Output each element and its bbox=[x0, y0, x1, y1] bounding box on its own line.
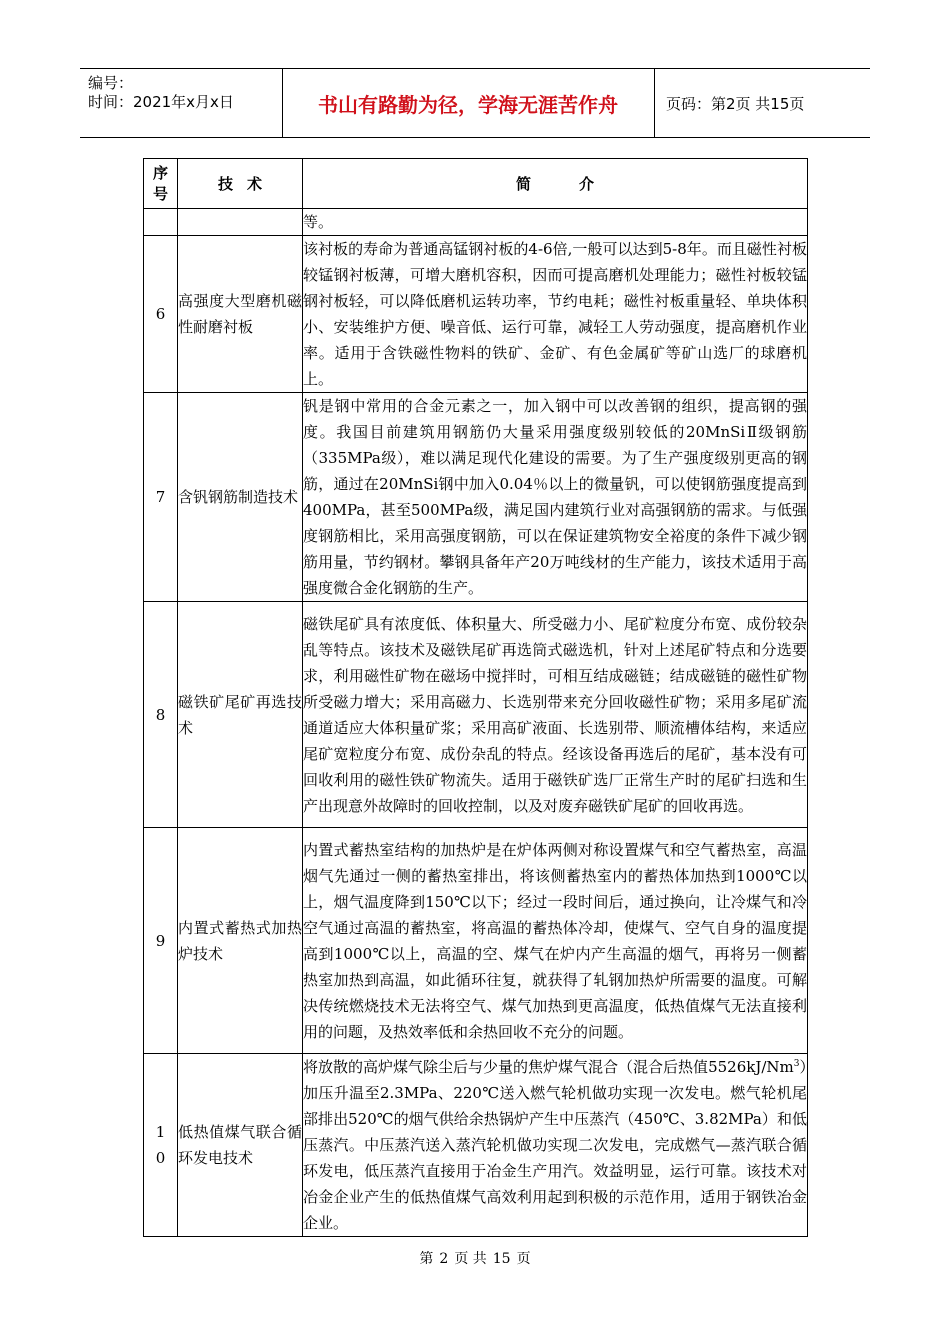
row-no-cell: 7 bbox=[144, 393, 178, 602]
table-row bbox=[144, 393, 808, 602]
footer-mid: 页 共 bbox=[454, 1251, 487, 1267]
header-meta bbox=[80, 69, 283, 137]
row-tech-cell: 磁铁矿尾矿再选技术 bbox=[178, 602, 303, 828]
table-row bbox=[144, 209, 808, 236]
header-no: 序 号 bbox=[144, 159, 178, 209]
row-desc-cell: 内置式蓄热室结构的加热炉是在炉体两侧对称设置煤气和空气蓄热室，高温烟气先通过一侧的蓄热室排出，将该侧蓄热室内的蓄热体加热到1000℃以上，烟气温度降到150℃以下；经过一段时间后，通过换向，让冷煤气和冷空气通过高温的蓄热室，将高温的蓄热体冷却，使煤气、空气自身的温度提高到1000℃以上，高温的空、煤气在炉内产生高温的烟气，再将另一侧蓄热室加热到高温，如此循环往复，就获得了轧钢加热炉所需要的温度。可解决传统燃烧技术无法将空气、煤气加热到更高温度，低热值煤气无法直接利用的问题，及热效率低和余热回收不充分的问题。 bbox=[303, 828, 808, 1054]
footer-page: 2 bbox=[439, 1251, 449, 1267]
header-tech: 技术 bbox=[178, 159, 303, 209]
row-no-cell: 9 bbox=[144, 828, 178, 1054]
row-no-cell: 6 bbox=[144, 236, 178, 393]
row-tech-cell: 低热值煤气联合循环发电技术 bbox=[178, 1054, 303, 1237]
row-desc-cell: 等。 bbox=[303, 209, 808, 236]
page-footer bbox=[0, 1248, 950, 1268]
technology-table bbox=[143, 158, 808, 1237]
row-no-cell bbox=[144, 209, 178, 236]
row-no-cell: 1 0 bbox=[144, 1054, 178, 1237]
table-row bbox=[144, 1054, 808, 1237]
header-desc: 简介 bbox=[303, 159, 808, 209]
page-header bbox=[80, 68, 870, 138]
row-desc-cell: 磁铁尾矿具有浓度低、体积量大、所受磁力小、尾矿粒度分布宽、成份较杂乱等特点。该技术及磁铁尾矿再选筒式磁选机，针对上述尾矿特点和分选要求，利用磁性矿物在磁场中搅拌时，可相互结成磁链；结成磁链的磁性矿物所受磁力增大；采用高磁力、长选别带来充分回收磁性矿物；采用多尾矿流通道适应大体积量矿浆；采用高矿液面、长选别带、顺流槽体结构，来适应尾矿宽粒度分布宽、成份杂乱的特点。经该设备再选后的尾矿，基本没有可回收利用的磁性铁矿物流失。适用于磁铁矿选厂正常生产时的尾矿扫选和生产出现意外故障时的回收控制，以及对废弃磁铁矿尾矿的回收再选。 bbox=[303, 602, 808, 828]
code-label: 编号： bbox=[88, 74, 134, 92]
row-tech-cell bbox=[178, 209, 303, 236]
table-header-row bbox=[144, 159, 808, 209]
motto: 书山有路勤为径，学海无涯苦作舟 bbox=[282, 69, 655, 137]
row-tech-cell: 内置式蓄热式加热炉技术 bbox=[178, 828, 303, 1054]
footer-total: 15 bbox=[492, 1251, 511, 1267]
row-desc-cell: 该衬板的寿命为普通高锰钢衬板的4-6倍,一般可以达到5-8年。而且磁性衬板较锰钢衬板薄，可增大磨机容积，因而可提高磨机处理能力；磁性衬板较锰钢衬板轻，可以降低磨机运转功率，节约电耗；磁性衬板重量轻、单块体积小、安装维护方便、噪音低、运行可靠，减轻工人劳动强度，提高磨机作业率。适用于含铁磁性物料的铁矿、金矿、有色金属矿等矿山选厂的球磨机上。 bbox=[303, 236, 808, 393]
date-label: 时间：2021年x月x日 bbox=[88, 93, 234, 111]
row-no-cell: 8 bbox=[144, 602, 178, 828]
row-desc-cell: 将放散的高炉煤气除尘后与少量的焦炉煤气混合（混合后热值5526kJ/Nm$^3$）加压升温至2.3MPa、220℃送入燃气轮机做功实现一次发电。燃气轮机尾部排出520℃的烟气供给余热锅炉产生中压蒸汽（450℃、3.82MPa）和低压蒸汽。中压蒸汽送入蒸汽轮机做功实现二次发电，完成燃气—蒸汽联合循环发电，低压蒸汽直接用于冶金生产用汽。效益明显，运行可靠。该技术对冶金企业产生的低热值煤气高效利用起到积极的示范作用，适用于钢铁冶金企业。 bbox=[303, 1054, 808, 1237]
table-row bbox=[144, 828, 808, 1054]
row-desc-cell: 钒是钢中常用的合金元素之一，加入钢中可以改善钢的组织，提高钢的强度。我国目前建筑用钢筋仍大量采用强度级别较低的20MnSiⅡ级钢筋（335MPa级），难以满足现代化建设的需要。为了生产强度级别更高的钢筋，通过在20MnSi钢中加入0.04％以上的微量钒，可以使钢筋强度提高到400MPa，甚至500MPa级，满足国内建筑行业对高强钢筋的需求。与低强度钢筋相比，采用高强度钢筋，可以在保证建筑物安全裕度的条件下减少钢筋用量，节约钢材。攀钢具备年产20万吨线材的生产能力，该技术适用于高强度微合金化钢筋的生产。 bbox=[303, 393, 808, 602]
footer-post: 页 bbox=[516, 1251, 531, 1267]
table-row bbox=[144, 236, 808, 393]
page-info: 页码：第2页 共15页 bbox=[666, 95, 805, 113]
footer-pre: 第 bbox=[419, 1251, 434, 1267]
row-tech-cell: 高强度大型磨机磁性耐磨衬板 bbox=[178, 236, 303, 393]
row-tech-cell: 含钒钢筋制造技术 bbox=[178, 393, 303, 602]
table-row bbox=[144, 602, 808, 828]
